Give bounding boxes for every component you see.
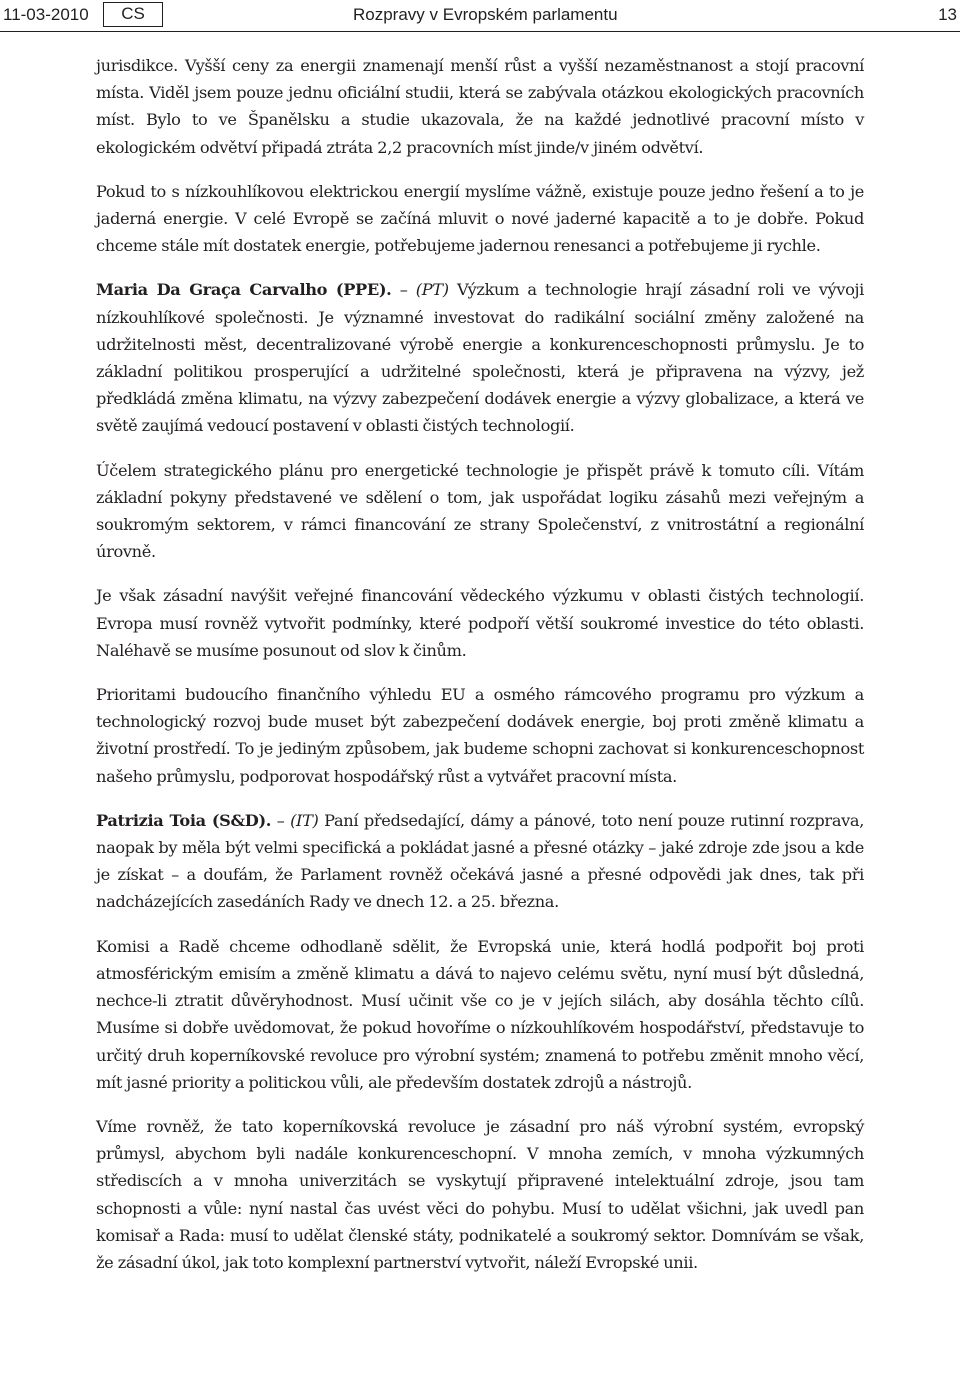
paragraph-text: Výzkum a technologie hrají zásadní roli ve vývoji nízkouhlíkové společnosti. Je významné investovat do radikální sociální změny založené na udržitelnosti měst, decentralizované výrobě energie a konkurenceschopnosti průmyslu. Je to základní politikou prosperující a udržitelné společnosti, která je připravena na výzvy, jež předkládá změna klimatu, na výzvy zabezpečení dodávek energie a výzvy globalizace, a která ve světě zaujímá vedoucí postavení v oblasti čistých technologií. [96, 280, 864, 436]
speech-language: (PT) [415, 280, 449, 300]
paragraph [96, 1113, 864, 1276]
paragraph-text: Víme rovněž, že tato koperníkovská revoluce je zásadní pro náš výrobní systém, evropský průmysl, abychom byli nadále konkurenceschopní. V mnoha zemích, v mnoha výzkumných střediscích a v mnoha univerzitách se vyskytují připravené intelektuální zdroje, jsou tam schopnosti a vůle: nyní nastal čas uvést věci do pohybu. Musí to udělat všichni, jak uvedl pan komisař a Rada: musí to udělat členské státy, podnikatelé a soukromý sektor. Domnívám se však, že zásadní úkol, jak toto komplexní partnerství vytvořit, náleží Evropské unii. [96, 1116, 864, 1272]
speech-paragraph: Patrizia Toia (S&D). – (IT) Paní předsedající, dámy a pánové, toto není pouze rutinní rozprava, naopak by měla být velmi specifická a pokládat jasné a přesné otázky – jaké zdroje zde jsou a kde je získat – a doufám, že Parlament rovněž očekává jasné a přesné odpovědi jak dnes, tak při nadcházejících zasedáních Rady ve dnech 12. a 25. března. [96, 810, 865, 912]
header-date: 11-03-2010 [3, 5, 89, 24]
paragraph [96, 582, 864, 664]
paragraph-text: Pokud to s nízkouhlíkovou elektrickou energií myslíme vážně, existuje pouze jedno řešení a to je jaderná energie. V celé Evropě se začíná mluvit o nové jaderné kapacitě a to je dobře. Pokud chceme stále mít dostatek energie, potřebujeme jadernou renesanci a potřebujeme ji rychle. [96, 181, 864, 256]
paragraph [96, 52, 864, 161]
paragraph-text: jurisdikce. Vyšší ceny za energii znamenají menší růst a vyšší nezaměstnanost a stojí pracovní místa. Viděl jsem pouze jednu oficiální studii, která se zabývala otázkou ekologických pracovních míst. Bylo to ve Španělsku a studie ukazovala, že na každé jednotlivé pracovní místo v ekologickém odvětví připadá ztráta 2,2 pracovních míst jinde/v jiném odvětví. [96, 56, 864, 157]
paragraph-text: Je však zásadní navýšit veřejné financování vědeckého výzkumu v oblasti čistých technologií. Evropa musí rovněž vytvořit podmínky, které podpoří větší soukromé investice do této oblasti. Naléhavě se musíme posunout od slov k činům. [96, 586, 864, 660]
speech-language: (IT) [290, 810, 319, 830]
paragraph-text: Komisi a Radě chceme odhodlaně sdělit, že Evropská unie, která hodlá podpořit boj proti atmosférickým emisím a změně klimatu a dává to najevo celému světu, nyní musí být důsledná, nechce-li ztratit důvěryhodnost. Musí učinit vše co je v jejích silách, aby dosáhla těchto cílů. Musíme si dobře uvědomovat, že pokud hovoříme o nízkouhlíkovém hospodářství, představuje to určitý druh koperníkovské revoluce pro výrobní systém; znamená to potřebu změnit mnoho věcí, mít jasné priority a politickou vůli, ale především dostatek zdrojů a nástrojů. [96, 936, 864, 1092]
header-title: Rozpravy v Evropském parlamentu [353, 5, 618, 24]
page-header [0, 0, 960, 32]
paragraph [96, 681, 864, 790]
paragraph-text: Paní předsedající, dámy a pánové, toto není pouze rutinní rozprava, naopak by měla být velmi specifická a pokládat jasné a přesné otázky – jaké zdroje zde jsou a kde je získat – a doufám, že Parlament rovněž očekává jasné a přesné odpovědi jak dnes, tak při nadcházejících zasedáních Rady ve dnech 12. a 25. března. [96, 810, 865, 912]
paragraph [96, 457, 864, 566]
speaker-name: Maria Da Graça Carvalho (PPE). [96, 280, 392, 300]
paragraph-text: Účelem strategického plánu pro energetické technologie je přispět právě k tomuto cíli. Vítám základní pokyny představené ve sdělení o tom, jak uspořádat logiku zásahů mezi veřejným a soukromým sektorem, v rámci financování ze strany Společenství, z vnitrostátní a regionální úrovně. [96, 460, 864, 562]
speech-paragraph: Maria Da Graça Carvalho (PPE). – (PT) Výzkum a technologie hrají zásadní roli ve vývoji nízkouhlíkové společnosti. Je významné investovat do radikální sociální změny založené na udržitelnosti měst, decentralizované výrobě energie a konkurenceschopnosti průmyslu. Je to základní politikou prosperující a udržitelné společnosti, která je připravena na výzvy, jež předkládá změna klimatu, na výzvy zabezpečení dodávek energie a výzvy globalizace, a která ve světě zaujímá vedoucí postavení v oblasti čistých technologií. [96, 280, 864, 436]
paragraph [96, 933, 864, 1096]
paragraph-text: Prioritami budoucího finančního výhledu EU a osmého rámcového programu pro výzkum a technologický rozvoj bude muset být zabezpečení dodávek energie, boj proti změně klimatu a životní prostředí. To je jediným způsobem, jak budeme schopni zachovat si konkurenceschopnost našeho průmyslu, podporovat hospodářský růst a vytvářet pracovní místa. [96, 685, 864, 786]
language-badge: CS [103, 2, 163, 27]
paragraph [96, 178, 864, 260]
page-number: 13 [938, 5, 957, 24]
document-body [96, 52, 864, 1293]
speaker-name: Patrizia Toia (S&D). [96, 810, 272, 830]
